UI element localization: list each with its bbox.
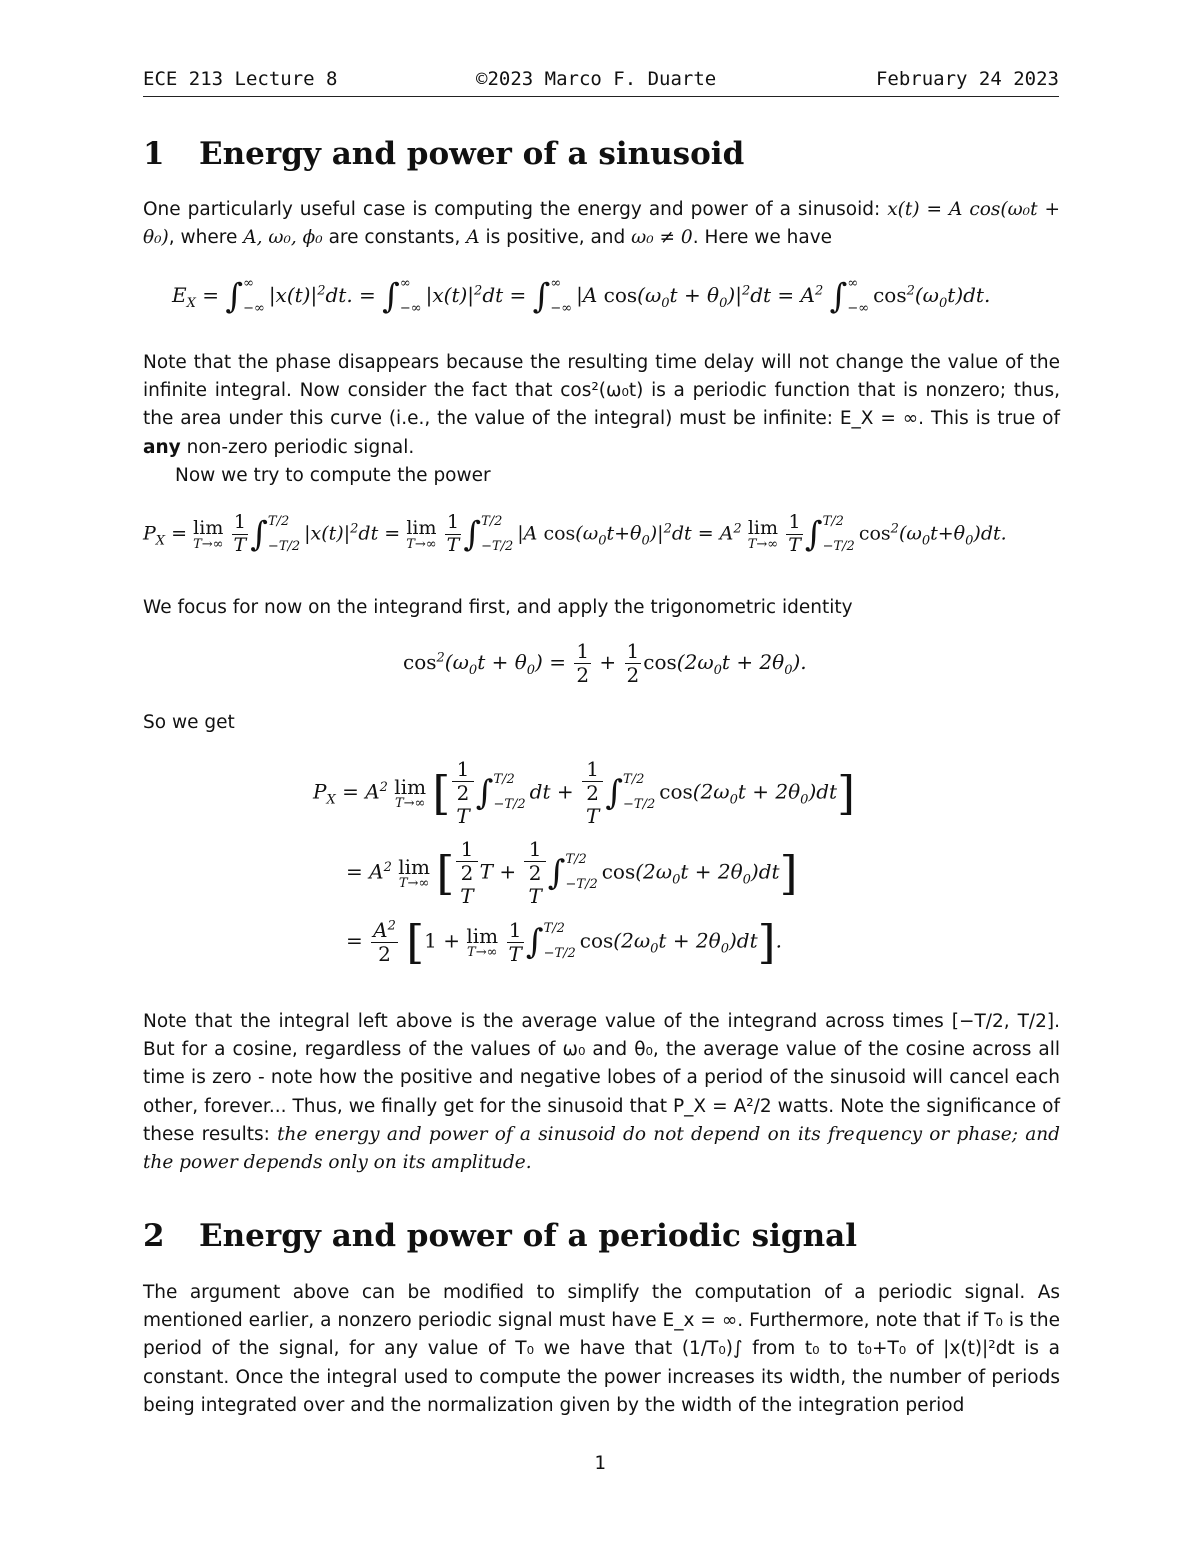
text-run: One particularly useful case is computing the energy and power of a sinusoid: <box>143 199 881 220</box>
section-heading-1 <box>143 136 744 172</box>
equation-derivation-line3: = $\frac{A^2}{2}$ [1 + lim T→∞ $\frac{1}{T}$ ∫T/2 $-T/2\cos(2\omega_0t + 2\theta_0)dt$]. <box>346 915 782 969</box>
math-inline: ω₀ ≠ 0 <box>631 227 693 249</box>
section-number: 2 <box>143 1218 165 1254</box>
header-date: February 24 2023 <box>875 68 1059 90</box>
equation-trig-identity: $\cos^2(\omega_0t + \theta_0)$ = $\frac{1}{2}$ + $\frac{1}{2}$ $\cos(2\omega_0t + 2\theta_0)$. <box>403 639 807 687</box>
text-run: non-zero periodic signal. <box>186 436 415 458</box>
text-run: Note that the integral left above is the average value of the integrand across times [−T/2, T/2]. But for a cosine, regardless of the values of ω₀ and θ₀, the average value of the cosine across all time is zero - note how the positive and negative lobes of a period of the sinusoid will cancel each other, forever... Thus, we finally get for the sinusoid that P_X = A²/2 watts. Note the significance of these results: <box>143 1011 1060 1145</box>
text-run: Note that the phase disappears because the resulting time delay will not change the value of the infinite integral. Now consider the fact that cos²(ω₀t) is a periodic function that is nonzero; thus, the area under this curve (i.e., the value of the integral) must be infinite: E_X = ∞. This is true of <box>143 352 1060 430</box>
section-number: 1 <box>143 136 165 172</box>
math-inline: A, ω₀, ϕ₀ <box>243 227 323 249</box>
page-number: 1 <box>594 1452 606 1474</box>
paragraph-so-we-get <box>143 709 1060 737</box>
header-course: ECE 213 Lecture 8 <box>143 68 338 90</box>
math-inline: x(t) = A cos(ω₀t + θ₀) <box>143 199 1060 249</box>
text-run: We focus for now on the integrand first, and apply the trigonometric identity <box>143 597 853 618</box>
paragraph-integrand <box>143 594 1060 622</box>
paragraph-periodic <box>143 1279 1060 1420</box>
section-title: Energy and power of a sinusoid <box>199 136 745 172</box>
text-run: Now we try to compute the power <box>175 465 491 486</box>
emphasis-significance: the energy and power of a sinusoid do not depend on its frequency or phase; and the power depends only on its amplitude. <box>143 1123 1060 1174</box>
equation-derivation-line2: = $A^2$ lim T→∞ [ 1 2 T T + 1 2 T ∫T/2 $-T/2\cos(2\omega_0t + 2\theta_0)dt$] <box>346 837 798 908</box>
paragraph-average-value <box>143 1008 1060 1177</box>
text-run: , where <box>168 227 238 249</box>
paragraph-phase <box>143 349 1060 462</box>
paragraph-power-intro <box>143 462 1060 490</box>
section-title: Energy and power of a periodic signal <box>199 1218 857 1254</box>
header-copyright: ©2023 Marco F. Duarte <box>476 68 717 90</box>
text-run: The argument above can be modified to simplify the computation of a periodic signal. As mentioned earlier, a nonzero periodic signal must have E_x = ∞. Furthermore, note that if T₀ is the period of the signal, for any value of T₀ we have that (1/T₀)∫ from t₀ to t₀+T₀ of |x(t)|²dt is a constant. Once the integral used to compute the power increases its width, the number of periods being integrated over and the normalization given by the width of the integration period <box>143 1282 1060 1416</box>
text-run: . Here we have <box>692 227 833 249</box>
text-run: are constants, <box>328 227 461 249</box>
equation-energy: $E_X$ = ∫∞ $-\infty|x(t)|^2dt$. = ∫∞ $-\infty|x(t)|^2dt$ = ∫∞ −∞|A $\cos(\omega_0t + \theta_0)|^2dt = A^2$ ∫∞ $-\infty\cos^2(\omega_0t)dt$. <box>172 276 991 317</box>
emphasis-any: any <box>143 436 181 458</box>
equation-derivation-line1: $P_X = A^2$ lim T→∞ [ 1 2 T ∫T/2 −T/2dt + 1 2 T ∫T/2 $-T/2\cos(2\omega_0t + 2\theta_0)dt$] <box>313 757 856 828</box>
running-header <box>143 66 1059 97</box>
equation-power: $P_X = \lim$ T→∞ $\frac{1}{T}$ ∫T/2 $-T/2|x(t)|^2dt = \lim$ T→∞ $\frac{1}{T}$ ∫T/2 −T/2|A $\cos(\omega_0t+\theta_0)|^2dt = A^2$ lim T→∞ $\frac{1}{T}$ ∫T/2 $-T/2\cos^2(\omega_0t+\theta_0)dt$. <box>143 511 1007 557</box>
text-run: So we get <box>143 712 235 733</box>
paragraph-intro: One particularly useful case is computing the energy and power of a sinusoid: x(t) = A cos(ω₀t + θ₀), where A, ω₀, ϕ₀ are constants, A is positive, and ω₀ ≠ 0. Here we have <box>143 199 1060 249</box>
section-heading-2 <box>143 1218 857 1254</box>
text-run: is positive, and <box>485 227 626 249</box>
